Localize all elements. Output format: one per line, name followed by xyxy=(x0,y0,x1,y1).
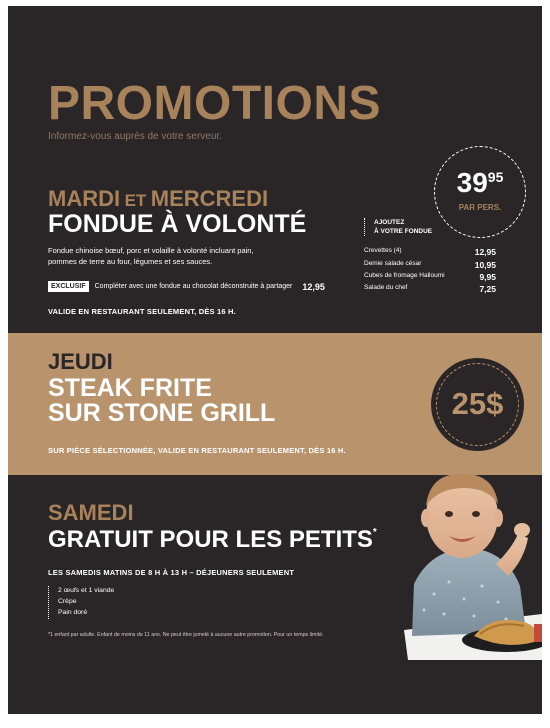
fondue-days: MARDI ET MERCREDI xyxy=(48,186,269,211)
jeudi-note: SUR PIÈCE SÉLECTIONNÉE, VALIDE EN RESTAURANT SEULEMENT, DÈS 16 H. xyxy=(48,446,346,455)
exclusif-text: Compléter avec une fondue au chocolat déconstruite à partager xyxy=(94,283,293,290)
list-item: Pain doré xyxy=(58,608,88,616)
fondue-description: Fondue chinoise bœuf, porc et volaille à volonté incluant pain, pommes de terre au four, légumes et ses sauces. xyxy=(48,246,254,266)
jeudi-price-badge: 25$ xyxy=(431,358,524,451)
jeudi-title: STEAK FRITE SUR STONE GRILL xyxy=(48,374,276,427)
addon-item: Crevettes (4) 12,95 xyxy=(364,247,496,258)
samedi-items xyxy=(48,586,114,619)
dotted-divider xyxy=(48,586,52,619)
samedi-note: LES SAMEDIS MATINS DE 8 H À 13 H – DÉJEUNERS SEULEMENT xyxy=(48,568,295,577)
samedi-footnote: *1 enfant par adulte. Enfant de moins de 11 ans. Ne peut être jumelé à aucune autre promotion. Pour un temps limité. xyxy=(48,632,324,638)
list-item: 2 œufs et 1 viande xyxy=(58,587,115,594)
list-item: Crêpe xyxy=(58,597,77,605)
exclusif-row xyxy=(48,281,325,292)
dotted-divider xyxy=(364,218,368,236)
fondue-addons: AJOUTEZ À VOTRE FONDUE Crevettes (4) 12,95 Demie salade césar 10,95 Cubes de fromage Halloumi 9,95 Salade du chef 7,25 xyxy=(364,219,496,295)
child-photo xyxy=(394,464,542,660)
addon-item: Cubes de fromage Halloumi 9,95 xyxy=(364,271,496,282)
exclusif-price: 12,95 xyxy=(302,281,325,292)
fondue-price-badge: $39^{95}$ PAR PERS. xyxy=(434,146,526,238)
addon-item: Demie salade césar 10,95 xyxy=(364,259,496,270)
addon-item: Salade du chef 7,25 xyxy=(364,284,496,295)
promotions-page xyxy=(8,6,542,714)
page-title: PROMOTIONS xyxy=(48,77,382,130)
samedi-day: SAMEDI xyxy=(48,500,134,525)
jeudi-day: JEUDI xyxy=(48,349,113,374)
fondue-title: FONDUE À VOLONTÉ xyxy=(48,210,307,238)
samedi-title: GRATUIT POUR LES PETITS* xyxy=(48,526,377,553)
exclusif-badge: EXCLUSIF xyxy=(48,281,89,292)
fondue-validity: VALIDE EN RESTAURANT SEULEMENT, DÈS 16 H. xyxy=(48,307,236,316)
page-subtitle: Informez-vous auprès de votre serveur. xyxy=(48,131,222,142)
